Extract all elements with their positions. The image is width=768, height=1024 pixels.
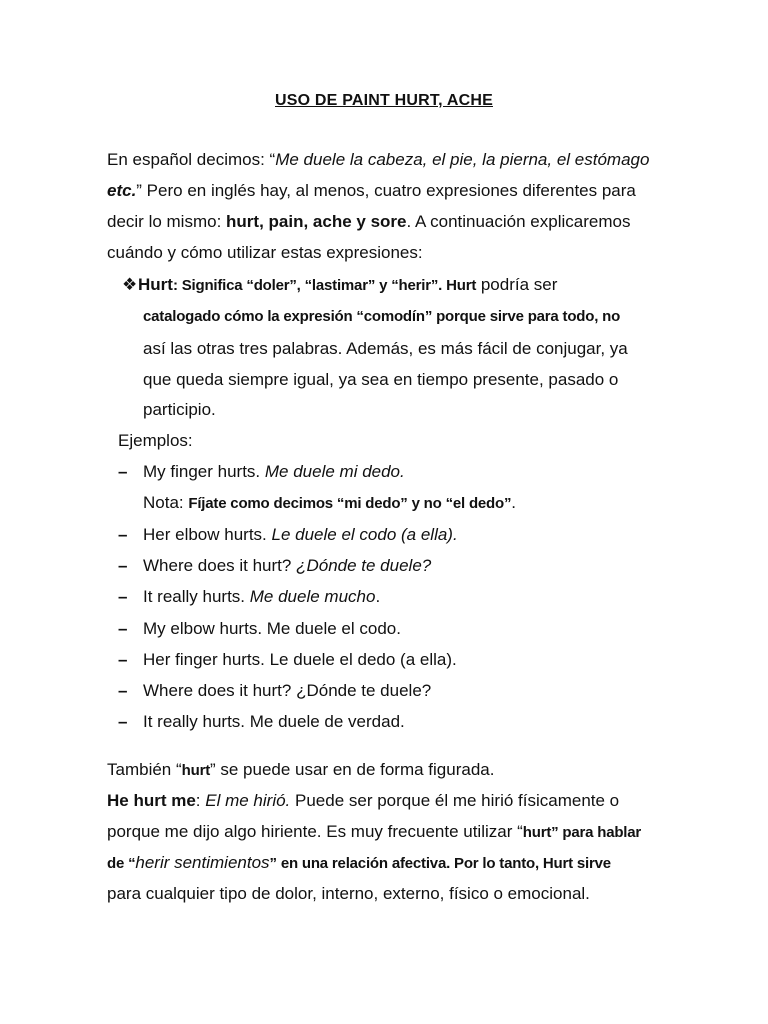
example-item: It really hurts. Me duele de verdad. (143, 712, 405, 731)
examples-label: Ejemplos: (118, 431, 193, 450)
figurative-line-5: para cualquier tipo de dolor, interno, externo, físico o emocional. (107, 884, 590, 903)
example-en: Her elbow hurts. (143, 525, 272, 544)
note-label: Nota: (143, 493, 189, 512)
fig-text: Puede ser porque él me hirió físicamente o (290, 791, 620, 810)
dash-bullet: – (118, 650, 128, 669)
example-tail: . (375, 587, 381, 606)
note-line (143, 492, 516, 515)
example-es: Me duele mucho (249, 587, 376, 606)
note-tail: . (511, 493, 517, 512)
fig-text: ” se puede usar en de forma figurada. (210, 760, 495, 779)
example-es: ¿Dónde te duele? (296, 556, 432, 575)
fig-text-bold: ” para hablar (551, 824, 642, 841)
note-text: Fíjate como decimos “mi dedo” y no “el dedo” (188, 495, 512, 512)
dash-bullet: – (118, 556, 128, 575)
fig-text: También “ (107, 760, 182, 779)
intro-emphasis: Me (275, 150, 299, 169)
bullet-term: Hurt (138, 275, 173, 294)
bullet-line-4: que queda siempre igual, ya sea en tiempo presente, pasado o (143, 370, 619, 389)
intro-text: decir lo mismo: (107, 212, 227, 231)
fig-text: porque me dijo algo hiriente. Es muy frecuente utilizar “ (107, 822, 523, 841)
bullet-text: : Significa “doler”, “lastimar” y “herir”. Hurt (172, 277, 477, 294)
dash-bullet: – (118, 681, 128, 700)
dash-bullet: – (118, 619, 128, 638)
fig-text-bold: de “ (107, 855, 136, 872)
example-es: Le duele el codo (a ella). (271, 525, 458, 544)
dash-bullet: – (118, 525, 128, 544)
bullet-line-5: participio. (143, 400, 216, 419)
intro-line-3 (107, 211, 630, 233)
dash-bullet: – (118, 712, 128, 731)
intro-line-1 (107, 149, 649, 171)
bullet-line-2: catalogado cómo la expresión “comodín” porque sirve para todo, no (143, 308, 621, 325)
bullet-line-1 (122, 274, 557, 297)
intro-etc: etc. (107, 181, 137, 200)
bullet-text: podría ser (476, 275, 558, 294)
intro-line-2 (107, 180, 636, 202)
example-en: It really hurts. (143, 587, 250, 606)
figurative-line-1 (107, 759, 494, 782)
example-item: Her finger hurts. Le duele el dedo (a ella). (143, 650, 457, 669)
example-item: Where does it hurt? ¿Dónde te duele? (143, 681, 432, 700)
intro-keywords: hurt, pain, ache y sore (226, 212, 407, 231)
example-item (143, 524, 458, 546)
example-item (143, 555, 431, 577)
figurative-line-4 (107, 852, 611, 875)
fig-keyword: hurt (181, 762, 210, 779)
example-item: My elbow hurts. Me duele el codo. (143, 619, 401, 638)
fig-keyword: hurt (522, 824, 552, 841)
example-item (143, 586, 380, 608)
intro-text: . A continuación explicaremos (406, 212, 631, 231)
fig-text: : (195, 791, 206, 810)
example-en: My finger hurts. (143, 462, 265, 481)
intro-italic: duele la cabeza, el pie, la pierna, el estómago (298, 150, 650, 169)
dash-bullet: – (118, 462, 128, 481)
example-en: Where does it hurt? (143, 556, 297, 575)
intro-line-4: cuándo y cómo utilizar estas expresiones: (107, 243, 423, 262)
document-title: USO DE PAINT HURT, ACHE (275, 92, 493, 109)
intro-text: ” Pero en inglés hay, al menos, cuatro expresiones diferentes para (136, 181, 636, 200)
figurative-line-3 (107, 821, 641, 844)
fig-translation: El me hirió. (205, 791, 291, 810)
diamond-bullet-icon: ❖ (122, 275, 138, 294)
fig-italic: herir sentimientos (135, 853, 270, 872)
example-item (143, 461, 405, 483)
bullet-line-3: así las otras tres palabras. Además, es más fácil de conjugar, ya (143, 339, 628, 358)
intro-text: En español decimos: “ (107, 150, 276, 169)
example-es: Me duele mi dedo. (264, 462, 405, 481)
dash-bullet: – (118, 587, 128, 606)
figurative-line-2 (107, 790, 619, 812)
fig-phrase: He hurt me (107, 791, 196, 810)
fig-text-bold: ” en una relación afectiva. Por lo tanto, Hurt sirve (269, 855, 611, 872)
